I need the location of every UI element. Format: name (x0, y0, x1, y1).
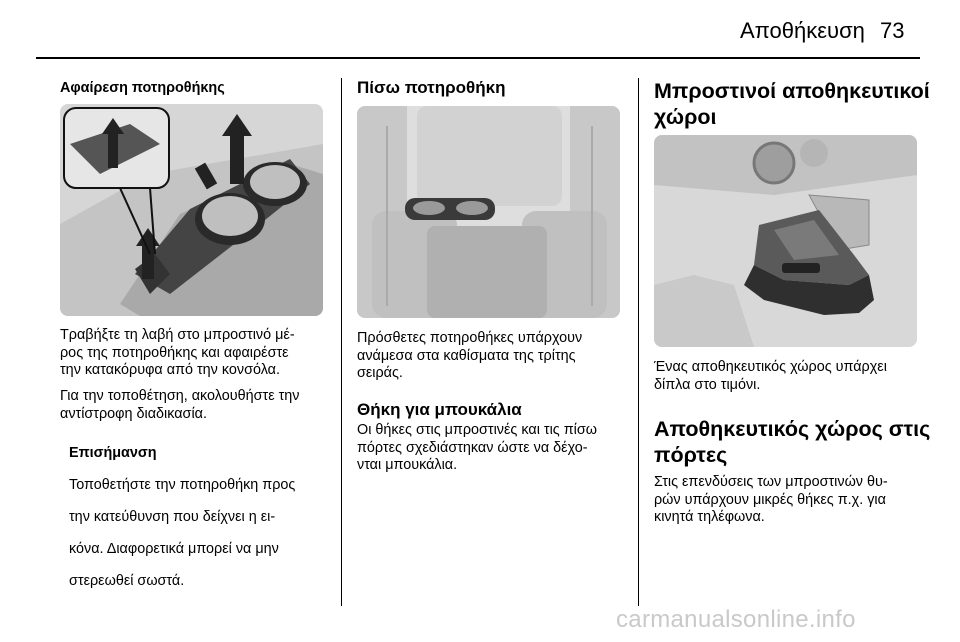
col2-para1: Πρόσθετες ποτηροθήκες υπάρχουν ανάμεσα στα καθίσματα της τρίτης σειράς. (357, 330, 583, 381)
header-rule (36, 57, 920, 59)
front-storage-compartment-illustration (654, 135, 917, 347)
col3-para2: Στις επενδύσεις των μπροστινών θυ- ρών υπάρχουν μικρές θήκες π.χ. για κινητά τηλέφωνα. (654, 474, 888, 525)
column-divider-1 (341, 78, 342, 606)
col1-para1: Τραβήξτε τη λαβή στο μπροστινό μέ- ρος της ποτηροθήκης και αφαιρέστε την κατακόρυφα από την κονσόλα. (60, 327, 295, 378)
page-number: 73 (880, 18, 905, 43)
col2-para2: Οι θήκες στις μπροστινές και τις πίσω πόρτες σχεδιάστηκαν ώστε να δέχο- νται μπουκάλια. (357, 422, 597, 473)
col1-heading: Αφαίρεση ποτηροθήκης (60, 80, 225, 96)
col2-heading: Πίσω ποτηροθήκη (357, 78, 506, 97)
col3-heading2: Αποθηκευτικός χώρος στις πόρτες (654, 417, 931, 467)
col3-heading: Μπροστινοί αποθηκευτικοί χώροι (654, 79, 930, 129)
rear-cup-holder-illustration (357, 106, 620, 318)
col3-para1: Ένας αποθηκευτικός χώρος υπάρχει δίπλα στο τιμόνι. (654, 359, 887, 393)
rear-cup-holder-figure (357, 106, 620, 318)
front-storage-figure (654, 135, 917, 347)
col2-heading2: Θήκη για μπουκάλια (357, 400, 522, 419)
column-divider-2 (638, 78, 639, 606)
page-header-title: Αποθήκευση (740, 18, 865, 43)
cup-holder-removal-illustration (60, 104, 323, 316)
col1-note: Επισήμανση Τοποθετήστε την ποτηροθήκη προς την κατεύθυνση που δείχνει η ει- κόνα. Διαφορετικά μπορεί να μην στερεωθεί σωστά. (69, 431, 339, 605)
cup-holder-removal-figure (60, 104, 323, 316)
watermark: carmanualsonline.info (616, 606, 856, 633)
note-heading: Επισήμανση (69, 445, 157, 462)
col1-para2: Για την τοποθέτηση, ακολουθήστε την αντίστροφη διαδικασία. (60, 388, 300, 422)
